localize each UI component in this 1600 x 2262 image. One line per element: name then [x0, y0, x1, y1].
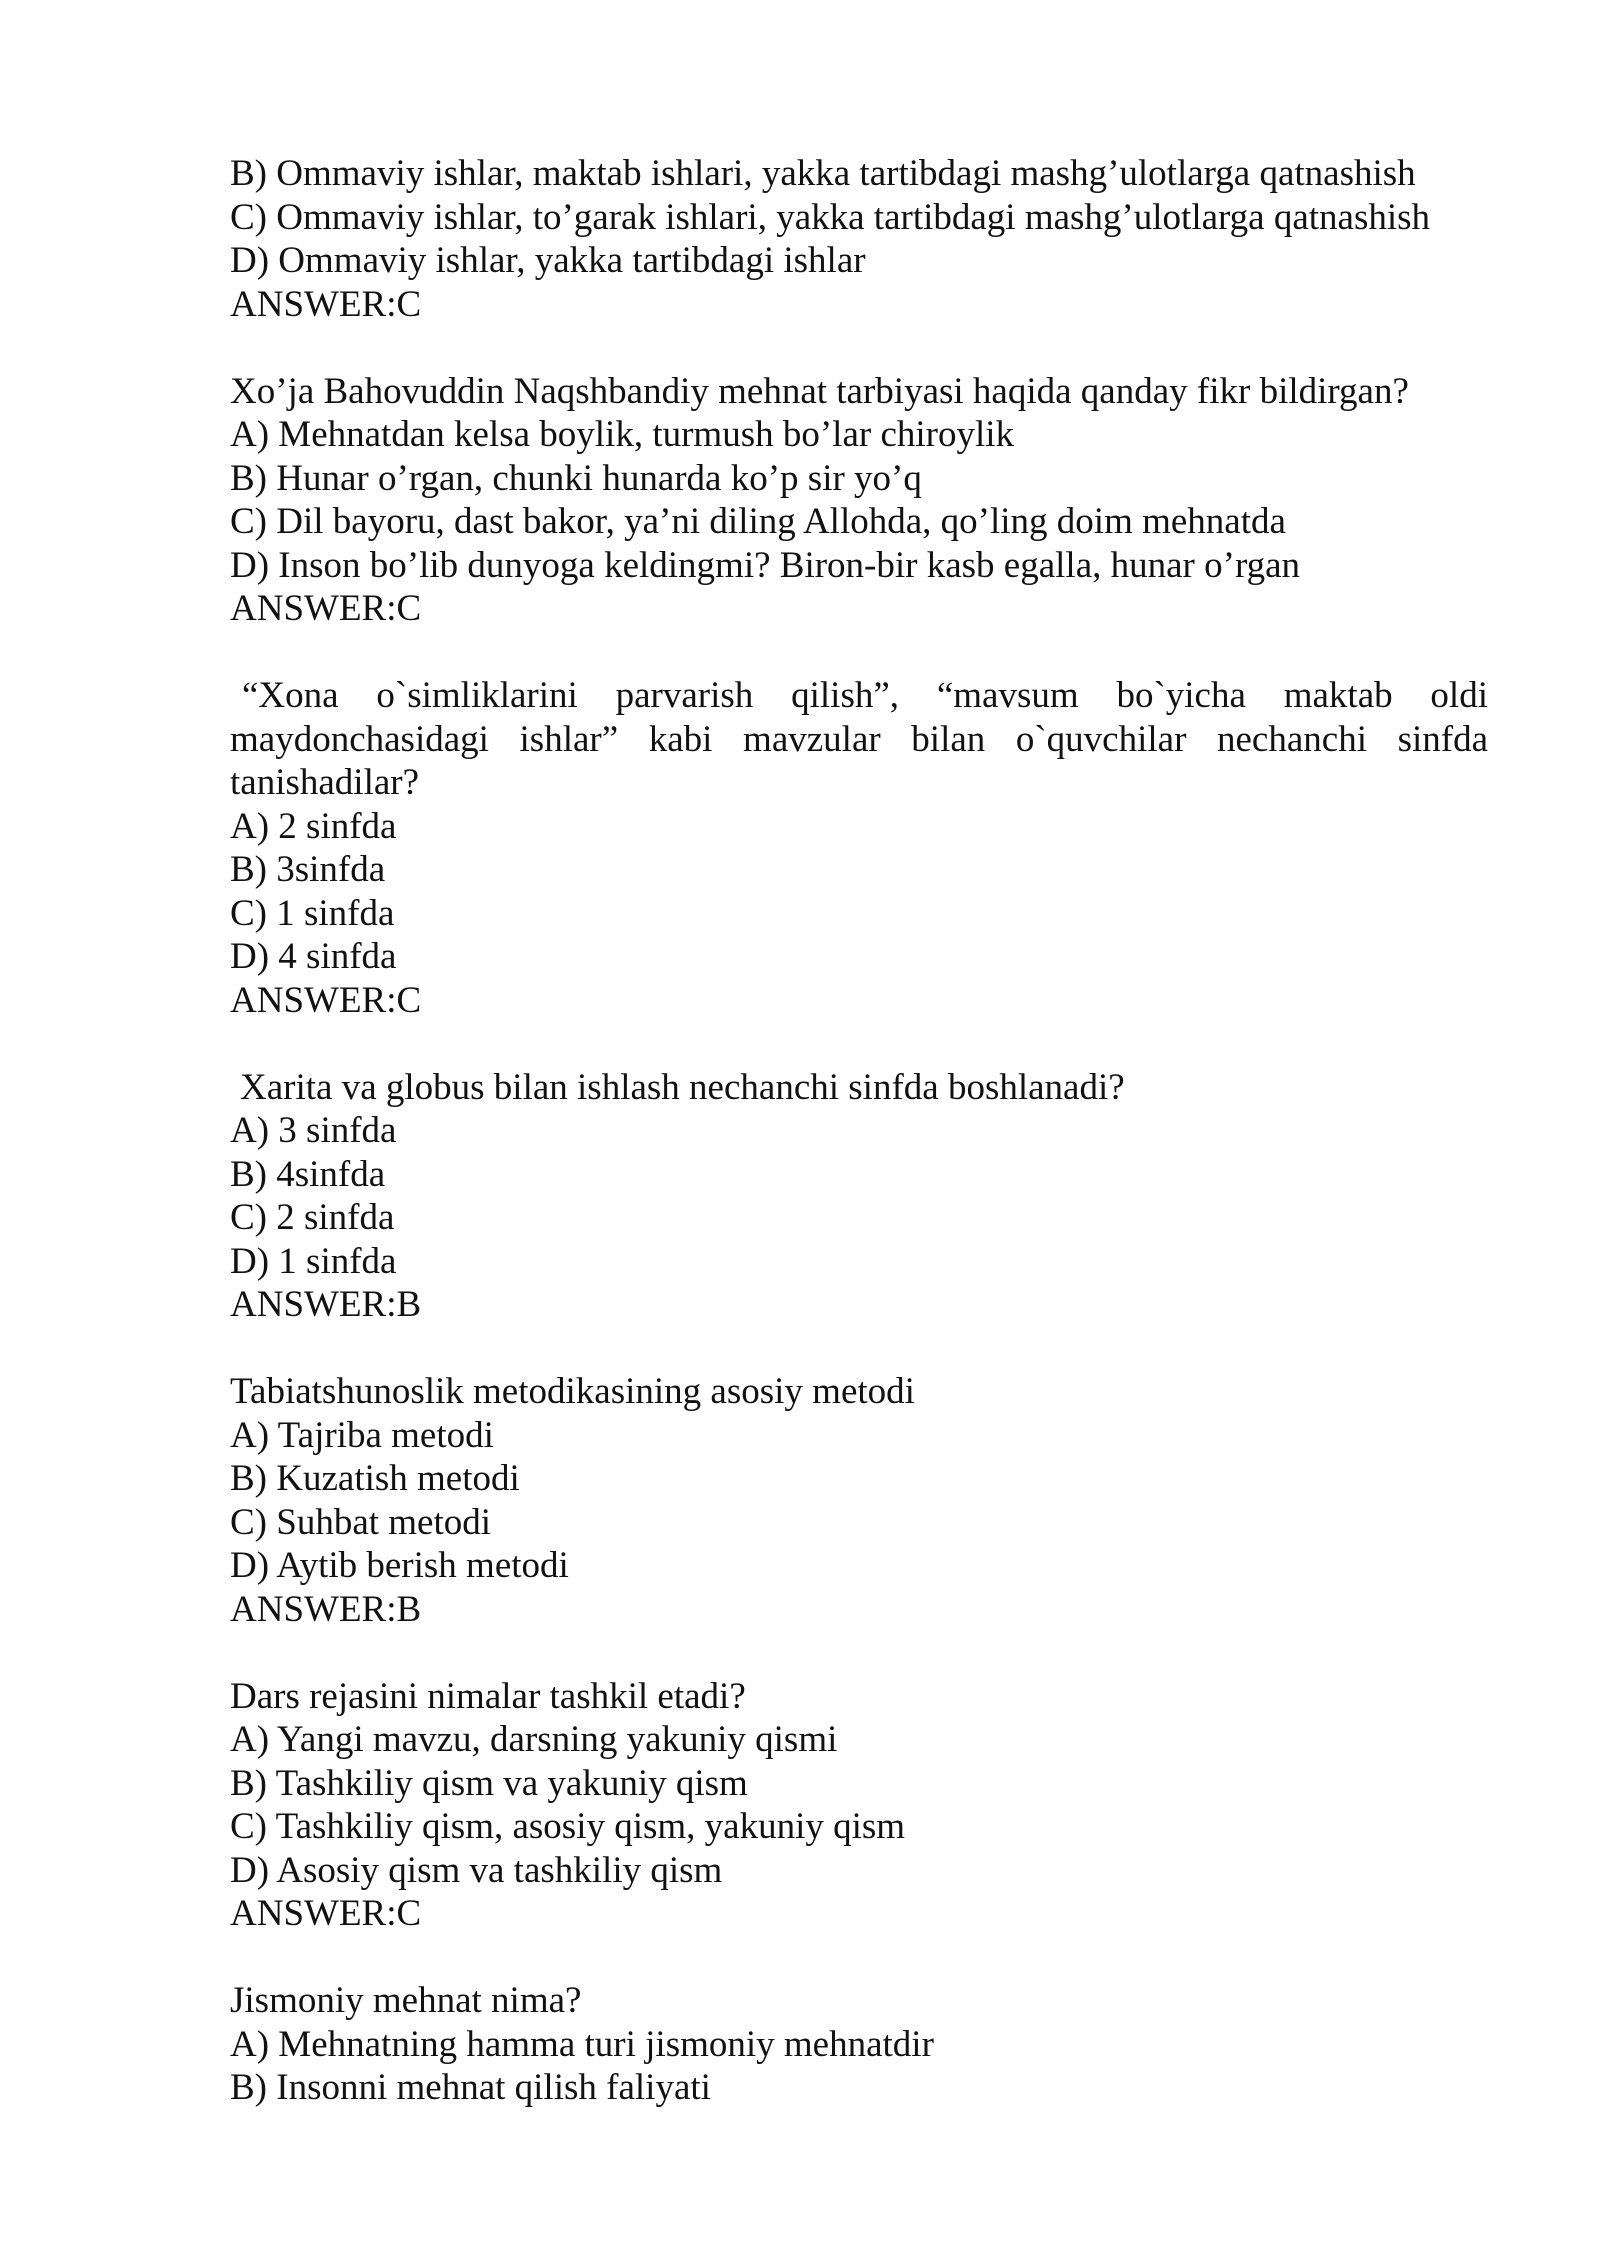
- document-body: [230, 152, 1488, 2110]
- answer-line: ANSWER:B: [230, 1588, 422, 1630]
- option-d: D) Inson bo’lib dunyoga keldingmi? Biron-bir kasb egalla, hunar o’rgan: [230, 544, 1301, 586]
- question-block: [230, 152, 1488, 326]
- option-b: B) Kuzatish metodi: [230, 1458, 520, 1499]
- answer-line: ANSWER:B: [230, 1284, 422, 1325]
- option-b: B) Tashkiliy qism va yakuniy qism: [230, 1762, 748, 1804]
- option-c: C) 2 sinfda: [230, 1197, 395, 1238]
- answer-line: ANSWER:C: [230, 283, 422, 325]
- option-a: A) Yangi mavzu, darsning yakuniy qismi: [230, 1719, 838, 1760]
- option-a: A) Mehnatdan kelsa boylik, turmush bo’lar chiroylik: [230, 414, 1015, 455]
- question-text: Tabiatshunoslik metodikasining asosiy metodi: [230, 1371, 915, 1412]
- question-text: Jismoniy mehnat nima?: [230, 1980, 582, 2021]
- option-a: A) Mehnatning hamma turi jismoniy mehnatdir: [230, 2023, 934, 2065]
- option-a: A) 2 sinfda: [230, 805, 397, 847]
- option-b: B) 3sinfda: [230, 849, 386, 890]
- option-a: A) 3 sinfda: [230, 1110, 397, 1151]
- option-d: D) Asosiy qism va tashkiliy qism: [230, 1849, 723, 1891]
- option-c: C) Ommaviy ishlar, to’garak ishlari, yakka tartibdagi mashg’ulotlarga qatnashish: [230, 196, 1431, 238]
- option-c: C) Dil bayoru, dast bakor, ya’ni diling Allohda, qo’ling doim mehnatda: [230, 501, 1286, 542]
- answer-line: ANSWER:C: [230, 588, 422, 629]
- question-block: [230, 370, 1488, 631]
- option-b: B) 4sinfda: [230, 1153, 386, 1195]
- option-c: C) 1 sinfda: [230, 892, 395, 934]
- answer-line: ANSWER:C: [230, 1893, 422, 1934]
- option-b: B) Ommaviy ishlar, maktab ishlari, yakka tartibdagi mashg’ulotlarga qatnashish: [230, 153, 1416, 194]
- question-block: [230, 1979, 1488, 2110]
- option-a: A) Tajriba metodi: [230, 1414, 494, 1456]
- question-block: [230, 1370, 1488, 1631]
- question-text: Dars rejasini nimalar tashkil etadi?: [230, 1675, 746, 1717]
- option-d: D) 4 sinfda: [230, 936, 397, 977]
- option-c: C) Tashkiliy qism, asosiy qism, yakuniy qism: [230, 1806, 906, 1847]
- option-d: D) 1 sinfda: [230, 1240, 397, 1282]
- option-d: D) Ommaviy ishlar, yakka tartibdagi ishlar: [230, 240, 866, 281]
- question-text: Xo’ja Bahovuddin Naqshbandiy mehnat tarbiyasi haqida qanday fikr bildirgan?: [230, 370, 1409, 412]
- question-text: Xarita va globus bilan ishlash nechanchi sinfda boshlanadi?: [240, 1066, 1125, 1108]
- option-d: D) Aytib berish metodi: [230, 1545, 569, 1586]
- option-b: B) Hunar o’rgan, chunki hunarda ko’p sir yo’q: [230, 457, 922, 499]
- question-block: [230, 674, 1488, 1022]
- question-block: [230, 1675, 1488, 1936]
- question-block: [230, 1066, 1488, 1327]
- option-c: C) Suhbat metodi: [230, 1501, 492, 1543]
- answer-line: ANSWER:C: [230, 979, 422, 1021]
- option-b: B) Insonni mehnat qilish faliyati: [230, 2067, 711, 2108]
- question-text: “Xona o`simliklarini parvarish qilish”, “mavsum bo`yicha maktab oldi maydonchasidagi ishlar” kabi mavzular bilan o`quvchilar nechanchi sinfda tanishadilar?: [230, 675, 1488, 803]
